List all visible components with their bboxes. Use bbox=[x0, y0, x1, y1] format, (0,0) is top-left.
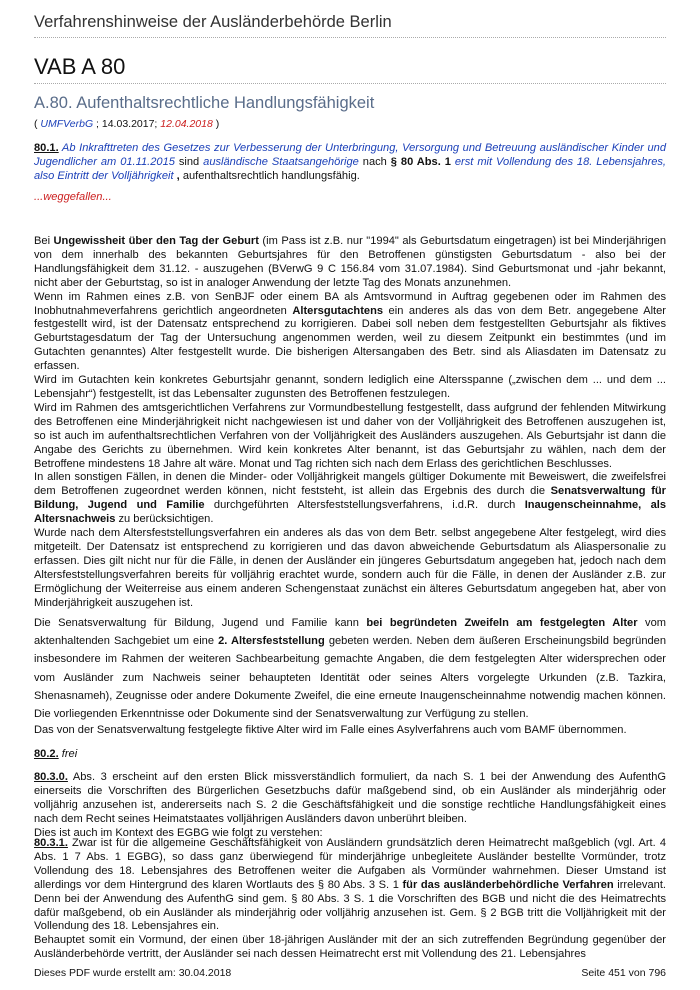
paragraph-bamf: Das von der Senatsverwaltung festgelegte fiktive Alter wird im Falle eines Asylverfahrens auch vom BAMF übernommen. bbox=[34, 724, 627, 736]
paragraph-80-1: 80.1. Ab Inkrafttreten des Gesetzes zur Verbesserung der Unterbringung, Versorgung und Betreuung ausländischer Kinder und Jugendlicher am 01.11.2015 sind ausländische Staatsangehörige nach § 80 Abs. 1 erst mit Vollendung des 18. Lebensjahres, also Eintritt der Volljährigkeit , aufenthaltsrechtlich handlungsfähig. bbox=[34, 142, 666, 182]
section-meta: ( UMFVerbG ; 14.03.2017; 12.04.2018 ) bbox=[34, 118, 220, 130]
running-header: Verfahrenshinweise der Ausländerbehörde Berlin bbox=[34, 13, 392, 31]
paragraph-80-2: 80.2. frei bbox=[34, 748, 78, 760]
title-divider bbox=[34, 83, 666, 84]
paragraph-age-uncertainty: Bei Ungewissheit über den Tag der Geburt (im Pass ist z.B. nur "1994" als Geburtsdatum eingetragen) ist bei Minderjährigen von dem innerhalb des bekannten Geburtsjahres für den Betroffenen günstigsten Geburtsdatum - also bei der Handlungsfähigkeit dem 31.12. - auszugehen (BVerwG 9 C 156.84 vom 31.07.1984). Sind Geburtsmonat und -jahr bekannt, nicht aber der Geburtstag, so ist in analoger Anwendung der letzte Tag des Monats anzunehmen. Wenn im Rahmen eines z.B. von SenBJF oder einem BA als Amtsvormund in Auftrag gegebenen oder im Rahmen des Inobhutnahmeverfahrens gerichtlich angeordneten Altersgutachtens ein anderes als das von dem Betr. angegebene Alter festgestellt wird, ist der Datensatz entsprechend zu korrigieren. Dabei soll neben dem festgestellten Geburtsjahr als fiktives Geburtstagesdatum der Tag der Untersuchung angenommen werden, weil zu diesem Zeitpunkt ein bestimmtes (und im Gutachten genanntes) Alter festgestellt wurde. Die bisherigen Altersangaben des Betr. sind als Aliasdaten im Datensatz zu erfassen. Wird im Gutachten kein konkretes Geburtsjahr genannt, sondern lediglich eine Altersspanne („zwischen dem ... und dem ... Lebensjahr“) festgestellt, ist das Lebensalter zugunsten des Betroffenen festzulegen. Wird im Rahmen des amtsgerichtlichen Verfahrens zur Vormundbestellung festgestellt, dass aufgrund der fehlenden Mitwirkung des Betroffenen eine Minderjährigkeit nicht nachgewiesen ist und daher von der Volljährigkeit des Betroffenen auszugehen ist, so ist auch im aufenthaltsrechtlichen Verfahren von der Volljährigkeit des Ausländers auszugehen. Als Geburtsjahr ist dann die Angabe des Gerichts zu übernehmen. Wird kein konkretes Alter benannt, ist das Geburtsjahr zu wählen, nach dem der Betroffene mindestens 18 Jahre alt wäre. Monat und Tag richten sich nach dem Erlass des gerichtlichen Beschlusses. In allen sonstigen Fällen, in denen die Minder- oder Volljährigkeit mangels gültiger Dokumente mit Beweiswert, die zweifelsfrei dem Betroffenen zugeordnet werden können, nicht feststeht, ist allein das Ergebnis des durch die Senatsverwaltung für Bildung, Jugend und Familie durchgeführten Altersfeststellungsverfahrens, i.d.R. durch Inaugenscheinnahme, als Altersnachweis zu berücksichtigen. Wurde nach dem Altersfeststellungsverfahren ein anderes als das von dem Betr. selbst angegebene Alter festgelegt, wird dies mitgeteilt. Der Datensatz ist entsprechend zu korrigieren und das davon abweichende Geburtsdatum als Aliaspersonalie zu erfassen. Dies gilt nicht nur für die Fälle, in denen der Ausländer ein jüngeres Geburtsdatum angegeben hat, jedoch nach dem Altersfeststellungsverfahren bereits für volljährig erachtet wurde, sondern auch für die Fälle, in denen der Ausländer z.B. zur Ermöglichung der Weiterreise aus einem anderen Schengenstaat zunächst ein älteres Geburtsdatum angegeben hat, aber von Minderjährigkeit auszugehen ist. bbox=[34, 235, 667, 609]
umfverbg-link[interactable]: UMFVerbG bbox=[40, 118, 94, 130]
header-divider bbox=[34, 37, 666, 38]
amendment-date: 12.04.2018 bbox=[160, 118, 213, 130]
paragraph-senate-review: Die Senatsverwaltung für Bildung, Jugend und Familie kann bei begründeten Zweifeln am festgelegten Alter vom aktenhaltenden Sachgebiet um eine 2. Altersfeststellung gebeten werden. Neben dem äußeren Erscheinungsbild begründen insbesondere im Rahmen der weiteren Sachbearbeitung gemachte Angaben, die dem festgelegten Alter widersprechen oder vom Ausländer zum Nachweis seiner behaupteten Identität oder seines Alters vorgelegte Urkunden (z.B. Tazkira, Shenasnameh), Zeugnisse oder andere Dokumente Zweifel, die eine erneute Inaugenscheinnahme notwendig machen können. Die vorliegenden Erkenntnisse oder Dokumente sind der Senatsverwaltung zur Verfügung zu stellen. bbox=[34, 617, 667, 721]
paragraph-80-3-1: 80.3.1. Zwar ist für die allgemeine Geschäftsfähigkeit von Ausländern grundsätzlich deren Heimatrecht maßgeblich (vgl. Art. 4 Abs. 1 7 Abs. 1 EGBG), so dass ganz überwiegend für minderjährige unbegleitete Ausländer bestellte Vormünder, trotz Vollendung des 18. Lebensjahres des Betroffenen weiter die Aufgaben als Vormünder wahrnehmen. Dieser Umstand ist allerdings vor dem Hintergrund des klaren Wortlauts des § 80 Abs. 3 S. 1 für das ausländerbehördliche Verfahren irrelevant. Denn bei der Anwendung des AufenthG sind gem. § 80 Abs. 3 S. 1 die Vorschriften des BGB und nicht die des Heimatrechts dafür maßgebend, ob ein Ausländer als minderjährig oder volljährig anzusehen ist. Gem. § 2 BGB tritt die Volljährigkeit mit der Vollendung des 18. Lebensjahres ein. Behauptet somit ein Vormund, der einen über 18-jährigen Ausländer mit der an sich zutreffenden Begründung gegenüber der Ausländerbehörde vertritt, der Ausländer sei nach dessen Heimatrecht erst mit Vollendung des 21. Lebensjahres bbox=[34, 837, 666, 961]
footer-created-date: Dieses PDF wurde erstellt am: 30.04.2018 bbox=[34, 967, 232, 979]
footer-page-number: Seite 451 von 796 bbox=[581, 967, 666, 979]
paragraph-80-3-0: 80.3.0. Abs. 3 erscheint auf den ersten Blick missverständlich formuliert, da nach S. 1 bei der Anwendung des AufenthG einerseits die Vorschriften des Bürgerlichen Gesetzbuchs dafür maßgebend sind, ob ein Ausländer als minderjährig oder volljährig anzusehen ist, andererseits nach S. 2 die Geschäftsfähigkeit und die sonstige rechtliche Handlungsfähigkeit eines nach dem Recht seines Heimatstaates volljährigen Ausländers davon unberührt bleiben. Dies ist auch im Kontext des EGBG wie folgt zu verstehen: bbox=[34, 771, 666, 839]
paragraph-number: 80.1. bbox=[34, 142, 59, 154]
section-title: A.80. Aufenthaltsrechtliche Handlungsfähigkeit bbox=[34, 94, 375, 112]
removed-notice: ...weggefallen... bbox=[34, 191, 112, 203]
document-title: VAB A 80 bbox=[34, 54, 126, 79]
